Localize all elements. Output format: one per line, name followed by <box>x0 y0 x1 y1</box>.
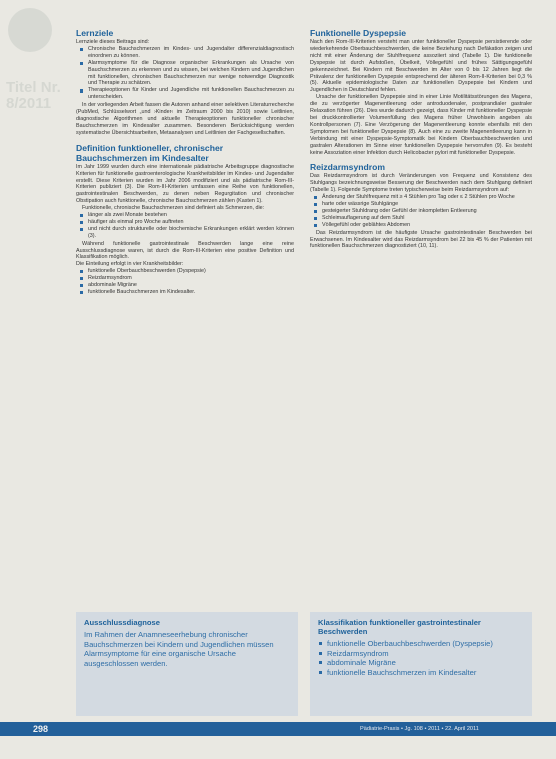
lernziele-heading: Lernziele <box>76 28 114 38</box>
list-item: funktionelle Bauchschmerzen im Kindesalter <box>318 668 524 678</box>
dyspepsie-heading: Funktionelle Dyspepsie <box>310 28 406 38</box>
klassifikation-box <box>310 612 532 716</box>
klassifikation-box-list <box>318 639 524 677</box>
reizdarm-heading: Reizdarmsyndrom <box>310 162 385 173</box>
lernziele-list <box>76 46 294 101</box>
page-footer <box>0 722 556 736</box>
page-number: 298 <box>33 724 49 734</box>
definition-heading: Definition funktioneller, chronischer Bauchschmerzen im Kindesalter <box>76 142 224 163</box>
lernziele-intro: Lernziele dieses Beitrags sind: <box>76 39 150 45</box>
dyspepsie-body2: Ursache der funktionellen Dyspepsie sind in einer Linie Motilitätsstörungen des Magens, die zu verzögerter Magenentleerung oder antroduodenaler, postprandialer gastraler Relaxation führen (26). Dies wurde dadurch gezeigt, dass Kinder mit funktioneller Dyspepsie bei druckkontrollierter Volumenfüllung des Magens früher Unwohlsein angeben als Kontrollpersonen (7). Eine Verzögerung der Magenentleerung konnte ebenfalls mit den Symptomen bei funktioneller Dyspepsie (8). Auch eine zu zweite Magenentleerung kann in Verbindung mit einer Dyspepsie-Symptomatik bei Kindern Oberbauchbeschwerden und gastralen Alterationen im Sinne einer funktionellen Dyspepsie hervorrufen (9). Es besteht keine Assoziation einer Infektion durch Helicobacter pylori mit funktioneller Dyspepsie. <box>310 94 532 156</box>
definition-para3: Während funktionelle gastrointestinale Beschwerden lange eine reine Ausschlussdiagnose waren, ist durch die Rom-III-Kriterien eine positive Definition und Klassifikation möglich. <box>76 240 294 261</box>
list-item: länger als zwei Monate bestehen <box>76 212 294 219</box>
list-item: Alarmsymptome für die Diagnose organischer Erkrankungen als Ursache von Bauchschmerzen zu erkennen und zu wissen, bei welchen Kindern und Jugendlichen mit funktionellen, chronischen Bauchschmerzen nur wenige notwendige Diagnostik und Therapie zu schätzen. <box>76 60 294 88</box>
list-item: und nicht durch strukturelle oder biochemische Erkrankungen erklärt werden können (3). <box>76 226 294 240</box>
list-item: Völlegefühl oder geblähtes Abdomen <box>310 222 532 229</box>
left-column <box>76 28 294 297</box>
list-item: Schleimauflagerung auf dem Stuhl <box>310 215 532 222</box>
lernziele-body: In der vorliegenden Arbeit fassen die Autoren anhand einer selektiven Literaturrecherche (PubMed, Schlüsselwort „und ›Kinder‹ im Zeitraum 2000 bis 2010) sowie Leitlinien, diagnostische Algorithmen und aktuelle Therapieoptionen funktioneller chronischer Bauchschmerzen im Kindesalter zusammen. Besonderen Berücksichtigung werden systematische Übersichtsarbeiten, Metaanalysen und Leitlinien der Fachgesellschaften. <box>76 102 294 136</box>
ausschluss-box-body: Im Rahmen der Anamneseerhebung chronischer Bauchschmerzen bei Kindern und Jugendlichen müssen Alarmsymptome für eine organische Ursache ausgeschlossen werden. <box>84 630 274 668</box>
list-item: harte oder wässrige Stuhlgänge <box>310 201 532 208</box>
list-item: Therapieoptionen für Kinder und Jugendliche mit funktionellen Bauchschmerzen zu unterscheiden. <box>76 87 294 101</box>
reizdarm-body2: Das Reizdarmsyndrom ist die häufigste Ursache gastrointestinaler Beschwerden bei Erwachsenen. Im Kindesalter wird das Reizdarmsyndrom bei 22 bis 45 % der Patienten mit funktionellen Bauchschmerzen diagnostiziert (10, 11). <box>310 229 532 250</box>
list-item: Reizdarmsyndrom <box>318 649 524 659</box>
list-item: Reizdarmsyndrom <box>76 275 294 282</box>
list-item: funktionelle Bauchschmerzen im Kindesalter. <box>76 289 294 296</box>
logo-text: Titel Nr. 8/2011 <box>6 79 61 112</box>
list-item: Änderung der Stuhlfrequenz mit ≥ 4 Stühlen pro Tag oder ≤ 2 Stühlen pro Woche <box>310 194 532 201</box>
summary-boxes <box>76 612 532 716</box>
list-item: gesteigerter Stuhldrang oder Gefühl der inkompletten Entleerung <box>310 208 532 215</box>
ausschluss-box-heading: Ausschlussdiagnose <box>84 618 160 627</box>
list-item: funktionelle Oberbauchbeschwerden (Dyspepsie) <box>318 639 524 649</box>
klassifikation-box-heading: Klassifikation funktioneller gastrointestinaler Beschwerden <box>318 618 481 636</box>
definition-para4: Die Einteilung erfolgt in vier Krankheitsbilder: <box>76 261 184 268</box>
ausschluss-box <box>76 612 298 716</box>
list-item: funktionelle Oberbauchbeschwerden (Dyspepsie) <box>76 268 294 275</box>
reizdarm-body: Das Reizdarmsyndrom ist durch Veränderungen von Frequenz und Konsistenz des Stuhlgangs bezeichnungsweise Besserung der Beschwerden nach dem Stuhlgang definiert (Tabelle 1). Folgende Symptome treten typischerweise beim Reizdarmsyndrom auf: <box>310 173 532 194</box>
reizdarm-symptom-list <box>310 194 532 229</box>
journal-citation: Pädiatrie-Praxis • Jg. 108 • 2011 • 22. April 2011 <box>360 726 479 732</box>
definition-body: Im Jahr 1999 wurden durch eine internationale pädiatrische Arbeitsgruppe diagnostische Kriterien für funktionelle gastroenterologische Krankheitsbilder im Kindes- und Jugendalter erstellt. Diese Kriterien wurden im Jahr 2006 modifiziert und als pädiatrische Rom-III-Kriterien publiziert (3). Die Rom-III-Kriterien umfassen eine Reihe von funktionellen, gastrointestinalen Beschwerden, zu denen neben Regurgitation und chronischer Obstipation auch funktionelle, chronische Bauchschmerzen zählen (Kasten 1). <box>76 163 294 205</box>
dyspepsie-body: Nach den Rom-III-Kriterien versteht man unter funktioneller Dyspepsie persistierende oder wiederkehrende Oberbauchbeschwerden, die keine Beziehung nach Defäkation zeigen und nicht mit einer Änderung der Stuhlfrequenz assoziiert sind (Tabelle 1). Die funktionelle Dyspepsie ist durch Aufstoßen, Übelkeit, Völlegefühl und frühes Sättigungsgefühl gekennzeichnet. Bei Kindern mit Beschwerden im Alter von 0 bis 12 Jahren liegt die Prävalenz der funktionellen Dyspepsie entsprechend der älteren Rom-II-Kriterien bei 0,3 % (5). Aktuelle epidemiologische Daten zur funktionellen Dyspepsie bei Kindern und Jugendlichen in Deutschland fehlen. <box>310 39 532 94</box>
right-column <box>310 28 532 250</box>
magazine-logo <box>2 2 74 152</box>
list-item: abdominale Migräne <box>76 282 294 289</box>
list-item: abdominale Migräne <box>318 658 524 668</box>
list-item: häufiger als einmal pro Woche auftreten <box>76 219 294 226</box>
definition-para2: Funktionelle, chronische Bauchschmerzen sind definiert als Schmerzen, die: <box>82 205 265 212</box>
logo-circle-icon <box>8 8 52 52</box>
classification-list <box>76 268 294 296</box>
definition-list <box>76 212 294 240</box>
list-item: Chronische Bauchschmerzen im Kindes- und Jugendalter differenzialdiagnostisch einordnen zu können. <box>76 46 294 60</box>
